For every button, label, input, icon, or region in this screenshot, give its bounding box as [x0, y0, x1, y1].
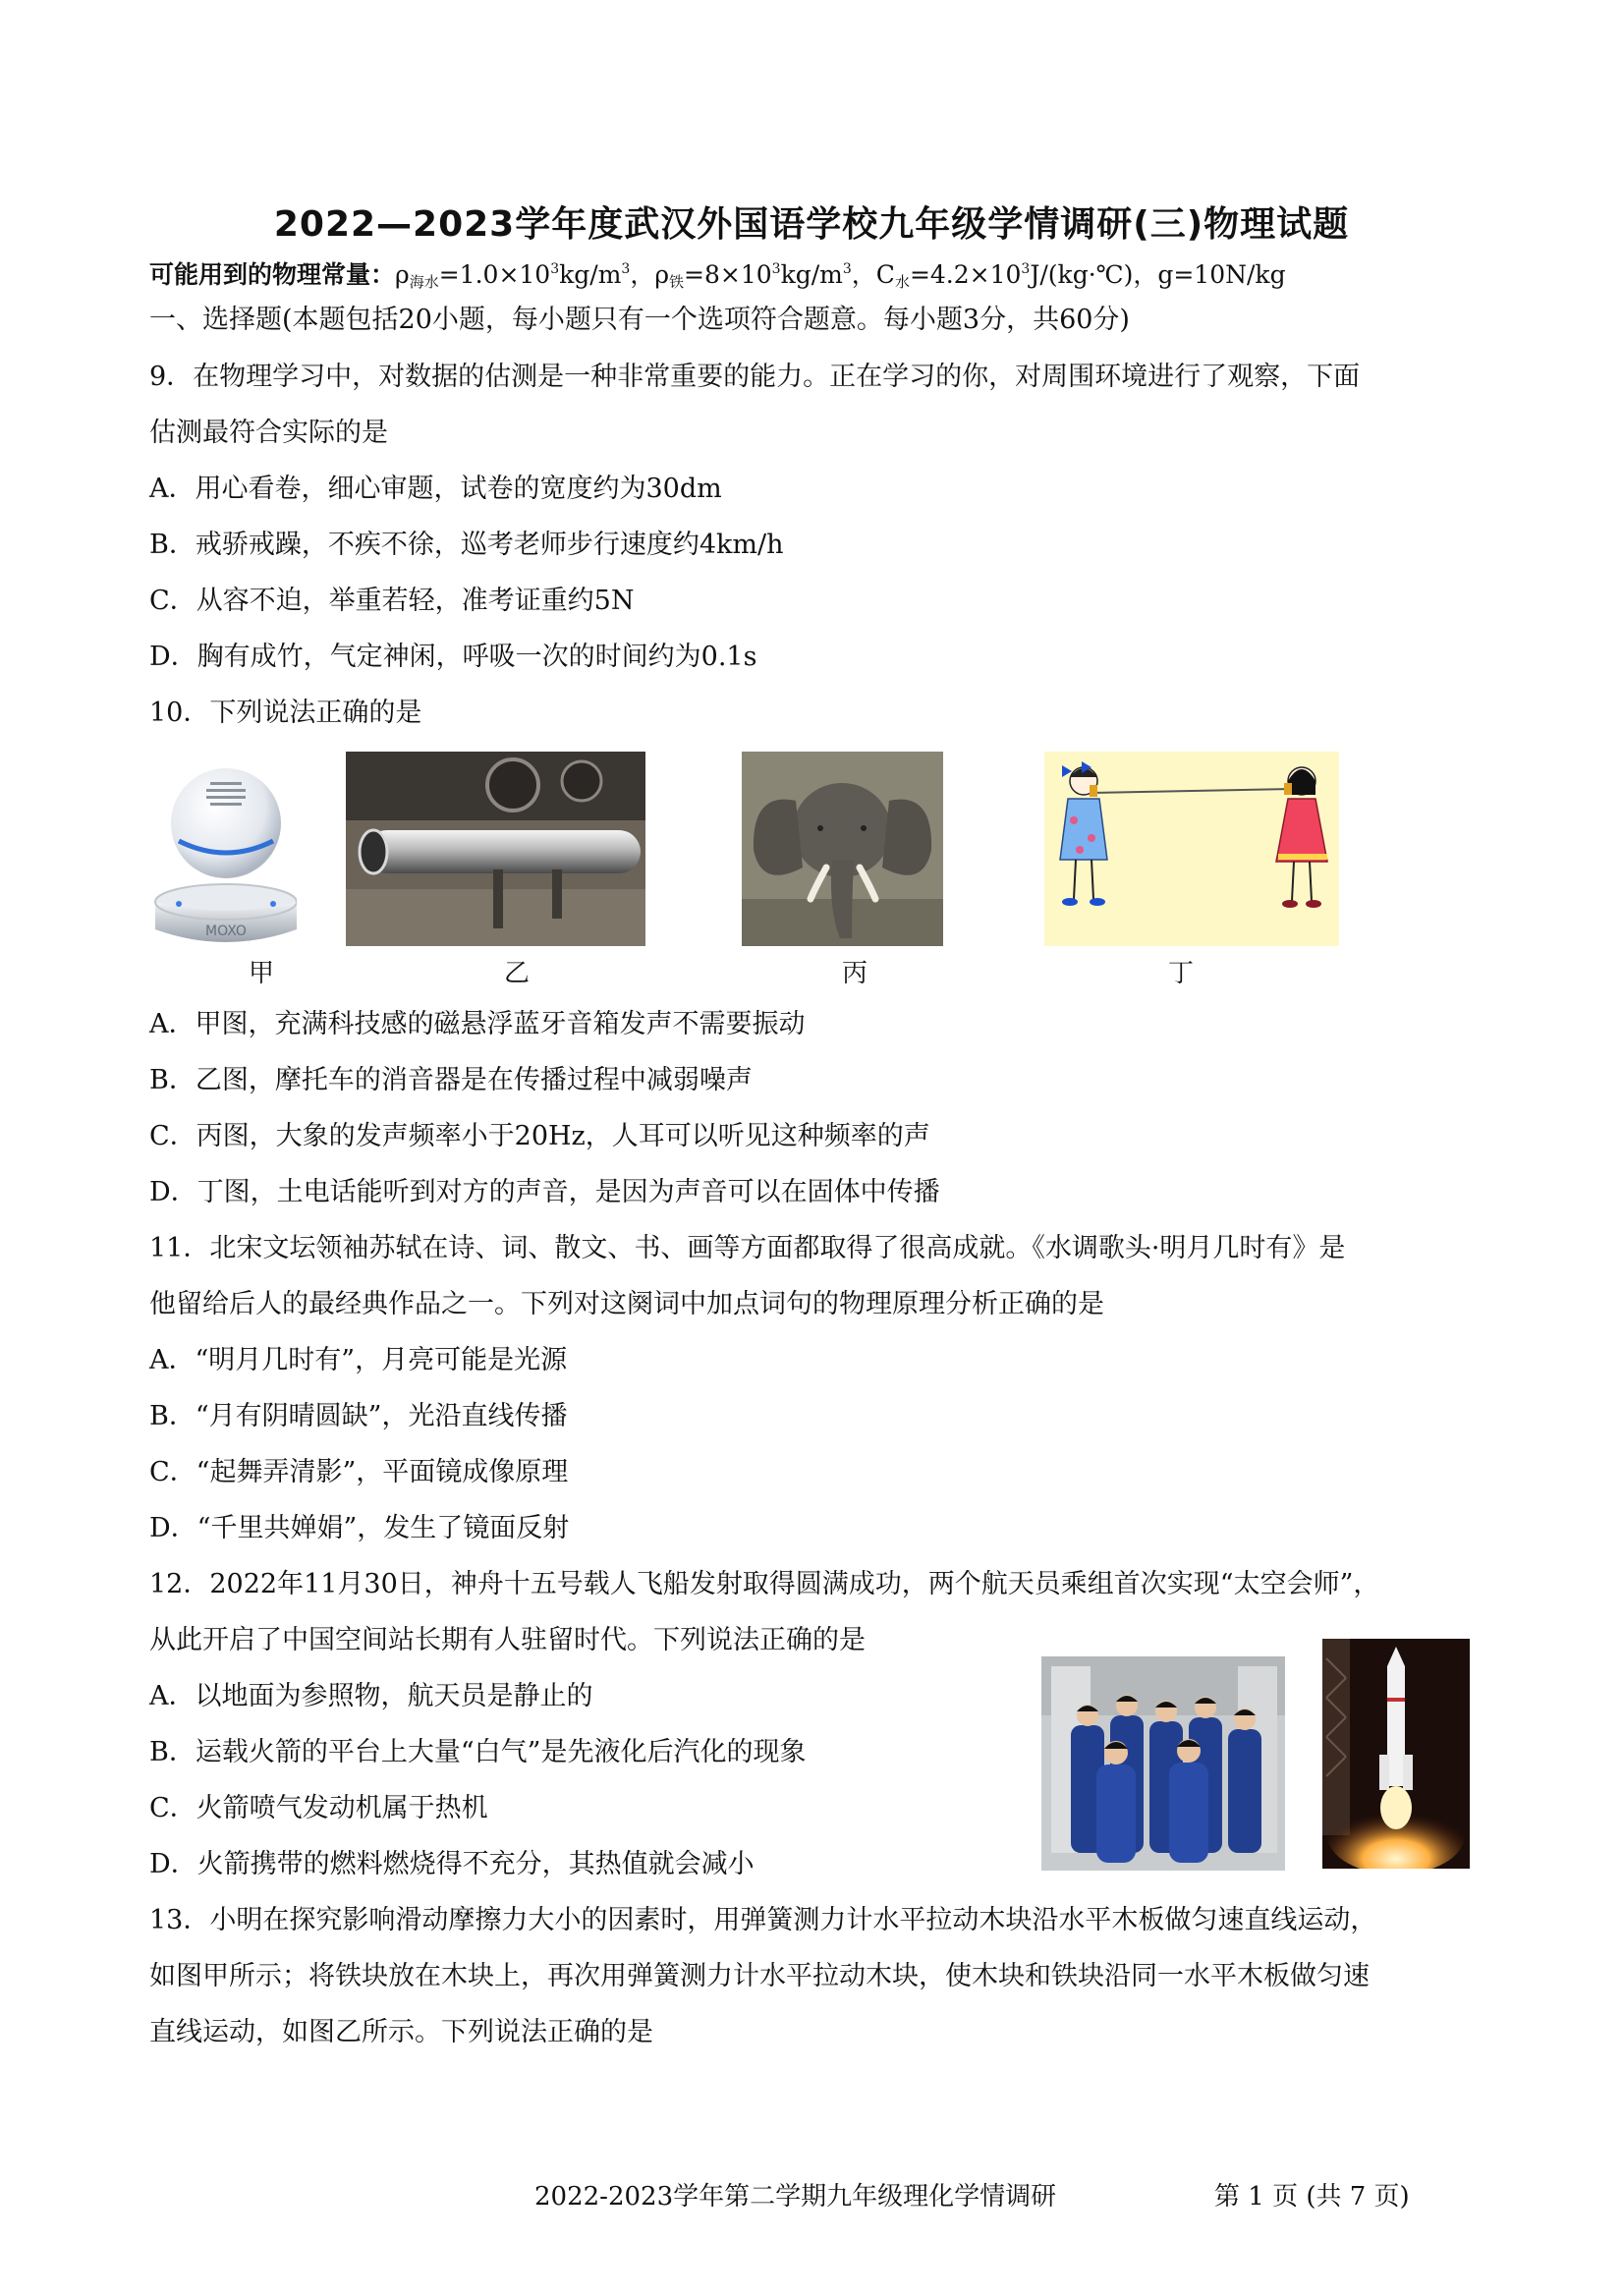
q13-stem-line1: 13．小明在探究影响滑动摩擦力大小的因素时，用弹簧测力计水平拉动木块沿水平木板做匀速直线运动，	[149, 1905, 1377, 1935]
c-water-symbol: ，C	[851, 260, 895, 289]
q12-option-b: B．运载火箭的平台上大量“白气”是先液化后汽化的现象	[149, 1737, 807, 1767]
q9-option-b: B．戒骄戒躁，不疾不徐，巡考老师步行速度约4km/h	[149, 530, 784, 560]
rho-iron-subscript: 铁	[669, 273, 685, 291]
figure-ding-string-telephone	[1044, 752, 1339, 946]
constants-label: 可能用到的物理常量：	[149, 260, 396, 289]
rho-iron-unit-exponent: 3	[842, 261, 852, 277]
q10-option-b: B．乙图，摩托车的消音器是在传播过程中减弱噪声	[149, 1065, 753, 1095]
q10-option-d: D．丁图，土电话能听到对方的声音，是因为声音可以在固体中传播	[149, 1177, 940, 1207]
rho-sea-exponent: 3	[550, 261, 560, 277]
rho-iron-value: =8×10	[684, 260, 772, 289]
q11-option-d: D．“千里共婵娟”，发生了镜面反射	[149, 1513, 570, 1543]
speaker-logo: MOXO	[205, 924, 247, 939]
q12-stem-line2: 从此开启了中国空间站长期有人驻留时代。下列说法正确的是	[149, 1625, 866, 1655]
rho-sea-subscript: 海水	[409, 273, 439, 291]
q10-option-c: C．丙图，大象的发声频率小于20Hz，人耳可以听见这种频率的声	[149, 1121, 930, 1151]
q10-stem: 10．下列说法正确的是	[149, 698, 422, 728]
footer-page-number: 第 1 页 (共 7 页)	[1214, 2182, 1410, 2212]
q9-stem-line2: 估测最符合实际的是	[149, 418, 388, 448]
rho-sea-unit-exponent: 3	[621, 261, 631, 277]
rho-iron-symbol: ，ρ	[630, 260, 670, 289]
caption-yi: 乙	[503, 959, 530, 988]
c-water-exponent: 3	[1021, 261, 1031, 277]
footer-exam-name: 2022-2023学年第二学期九年级理化学情调研	[534, 2182, 1057, 2212]
q11-option-a: A．“明月几时有”，月亮可能是光源	[149, 1345, 568, 1375]
figure-yi-motorcycle-muffler	[346, 752, 645, 946]
figure-rocket-launch-photo	[1322, 1639, 1470, 1869]
c-water-unit: J/(kg·℃)，g=10N/kg	[1030, 260, 1286, 289]
caption-jia: 甲	[248, 959, 274, 988]
q12-stem-line1: 12．2022年11月30日，神舟十五号载人飞船发射取得圆满成功，两个航天员乘组首次实现“太空会师”，	[149, 1569, 1380, 1599]
q11-stem-line1: 11．北宋文坛领袖苏轼在诗、词、散文、书、画等方面都取得了很高成就。《水调歌头·明月几时有》是	[149, 1233, 1346, 1263]
rho-iron-exponent: 3	[771, 261, 781, 277]
q12-option-c: C．火箭喷气发动机属于热机	[149, 1793, 488, 1823]
q9-option-a: A．用心看卷，细心审题，试卷的宽度约为30dm	[149, 474, 722, 504]
page-title: 2022—2023学年度武汉外国语学校九年级学情调研(三)物理试题	[273, 204, 1350, 245]
q9-option-c: C．从容不迫，举重若轻，准考证重约5N	[149, 586, 635, 616]
q9-option-d: D．胸有成竹，气定神闲，呼吸一次的时间约为0.1s	[149, 642, 757, 672]
figure-astronauts-photo	[1041, 1656, 1285, 1871]
q11-option-c: C．“起舞弄清影”，平面镜成像原理	[149, 1457, 569, 1487]
q9-stem-line1: 9．在物理学习中，对数据的估测是一种非常重要的能力。正在学习的你，对周围环境进行了观察，下面	[149, 362, 1361, 392]
q12-option-a: A．以地面为参照物，航天员是静止的	[149, 1681, 593, 1711]
q13-stem-line3: 直线运动，如图乙所示。下列说法正确的是	[149, 2017, 653, 2047]
section-heading: 一、选择题(本题包括20小题，每小题只有一个选项符合题意。每小题3分，共60分)	[149, 305, 1130, 335]
q11-option-b: B．“月有阴晴圆缺”，光沿直线传播	[149, 1401, 568, 1431]
q12-option-d: D．火箭携带的燃料燃烧得不充分，其热值就会减小	[149, 1849, 755, 1879]
figure-bing-elephant	[742, 752, 943, 946]
rho-sea-unit: kg/m	[559, 260, 622, 289]
rho-symbol: ρ	[395, 260, 410, 289]
q13-stem-line2: 如图甲所示；将铁块放在木块上，再次用弹簧测力计水平拉动木块，使木块和铁块沿同一水平木板做匀速	[149, 1961, 1370, 1991]
c-water-value: =4.2×10	[909, 260, 1022, 289]
figure-jia-speaker	[149, 755, 297, 949]
caption-ding: 丁	[1167, 959, 1194, 988]
q11-stem-line2: 他留给后人的最经典作品之一。下列对这阕词中加点词句的物理原理分析正确的是	[149, 1289, 1104, 1319]
q10-option-a: A．甲图，充满科技感的磁悬浮蓝牙音箱发声不需要振动	[149, 1009, 806, 1039]
rho-iron-unit: kg/m	[780, 260, 843, 289]
c-water-subscript: 水	[894, 273, 910, 291]
rho-sea-value: =1.0×10	[438, 260, 551, 289]
physics-constants	[149, 250, 1286, 302]
caption-bing: 丙	[841, 959, 867, 988]
